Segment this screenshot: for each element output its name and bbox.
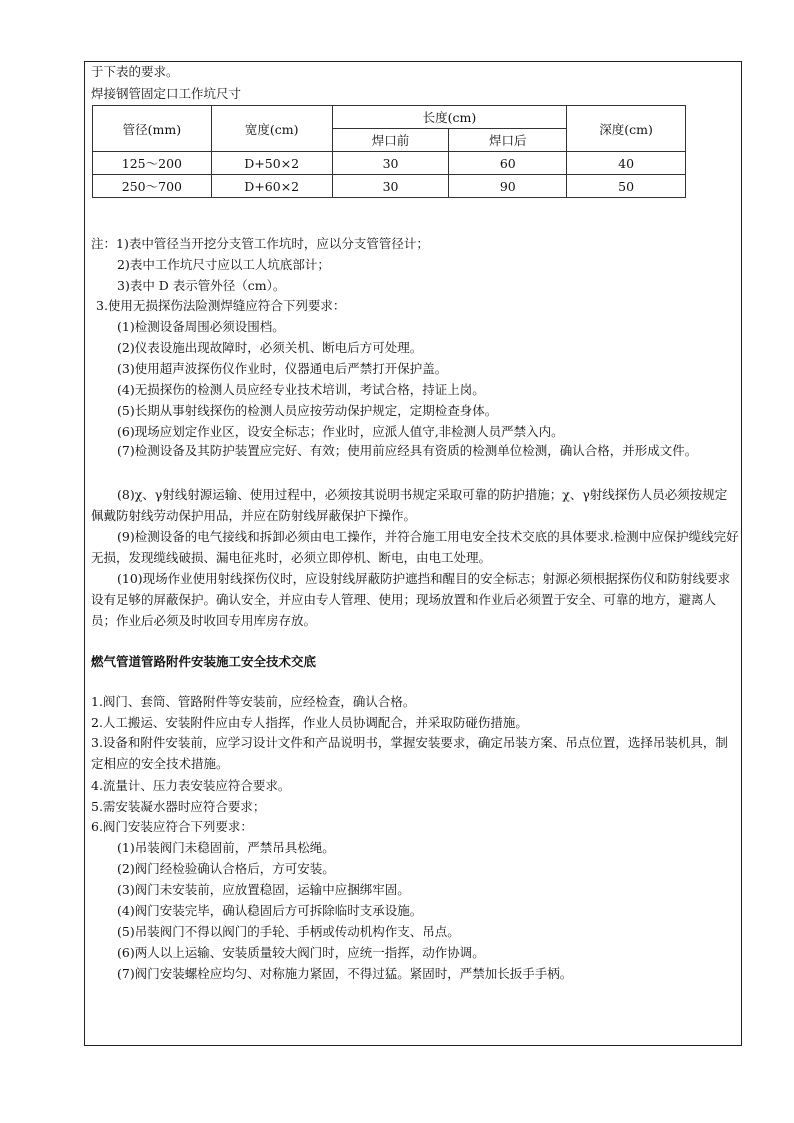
cell-width: D+60×2: [211, 175, 332, 198]
paragraph-9: (9)检测设备的电气接线和拆卸必须由电工操作，并符合施工用电安全技术交底的具体要求.检测中应保护缆线完好无损，发现缆线破损、漏电征兆时，必须立即停机、断电，由电工处理。: [91, 529, 739, 565]
header-length: 长度(cm): [332, 106, 567, 129]
table-title: 焊接钢管固定口工作坑尺寸: [91, 86, 242, 101]
list-item: (3)使用超声波探伤仪作业时，仪器通电后严禁打开保护盖。: [117, 361, 448, 376]
paragraph-8: (8)χ、γ射线射源运输、使用过程中，必须按其说明书规定采取可靠的防护措施；χ、γ射线探伤人员必须按规定佩戴防射线劳动保护用品，并应在防射线屏蔽保护下操作。: [91, 487, 728, 523]
list-item: (4)阀门安装完毕，确认稳固后方可拆除临时支承设施。: [117, 903, 423, 918]
paragraph-7: (7)检测设备及其防护装置应完好、有效；使用前应经具有资质的检测单位检测，确认合格，并形成文件。: [117, 443, 698, 458]
list-item: (1)检测设备周围必须设围档。: [117, 319, 285, 334]
list-item: 4.流量计、压力表安装应符合要求。: [91, 778, 291, 793]
note-1: 注：1)表中管径当开挖分支管工作坑时，应以分支管管径计；: [91, 236, 429, 251]
list-item: (1)吊装阀门未稳固前，严禁吊具松绳。: [117, 840, 335, 855]
table-row: [93, 152, 686, 175]
note-3: 3)表中 D 表示管外径（cm）。: [117, 278, 286, 293]
cell-diameter: 250～700: [93, 175, 212, 198]
list-item: 1.阀门、套筒、管路附件等安装前，应经检查，确认合格。: [91, 694, 416, 709]
header-depth: 深度(cm): [567, 106, 686, 152]
paragraph-10: (10)现场作业使用射线探伤仪时，应设射线屏蔽防护遮挡和醒目的安全标志；射源必须根据探伤仪和防射线要求设有足够的屏蔽保护。确认安全，并应由专人管理、使用；现场放置和作业后必须置于安全、可靠的地方，避离人员；作业后必须及时收回专用库房存放。: [91, 571, 731, 628]
note-section-3: 3.使用无损探伤法险测焊缝应符合下列要求：: [96, 298, 346, 313]
header-after-weld: 焊口后: [449, 129, 567, 152]
list-item: (7)阀门安装螺栓应均匀、对称施力紧固，不得过猛。紧固时，严禁加长扳手手柄。: [117, 966, 573, 981]
cell-width: D+50×2: [211, 152, 332, 175]
cell-before: 30: [332, 152, 449, 175]
list-item: (6)两人以上运输、安装质量较大阀门时，应统一指挥，动作协调。: [117, 945, 485, 960]
table-row: [93, 175, 686, 198]
dimensions-table: [92, 105, 686, 198]
list-item: 2.人工搬运、安装附件应由专人指挥，作业人员协调配合，并采取防碰伤措施。: [91, 715, 528, 730]
list-item: 5.需安装凝水器时应符合要求；: [91, 799, 266, 814]
header-before-weld: 焊口前: [332, 129, 449, 152]
list-item: (5)吊装阀门不得以阀门的手轮、手柄或传动机构作支、吊点。: [117, 924, 460, 939]
list-item: (2)阀门经检验确认合格后，方可安装。: [117, 861, 335, 876]
cell-depth: 50: [567, 175, 686, 198]
list-item: 6.阀门安装应符合下列要求：: [91, 819, 253, 834]
cell-before: 30: [332, 175, 449, 198]
list-item: (6)现场应划定作业区，设安全标志；作业时，应派人值守,非检测人员严禁入内。: [117, 424, 564, 439]
cell-after: 90: [449, 175, 567, 198]
cell-after: 60: [449, 152, 567, 175]
list-item: (3)阀门未安装前，应放置稳固，运输中应捆绑牢固。: [117, 882, 410, 897]
header-width: 宽度(cm): [211, 106, 332, 152]
list-item: (4)无损探伤的检测人员应经专业技术培训，考试合格，持证上岗。: [117, 382, 485, 397]
list-item: 3.设备和附件安装前，应学习设计文件和产品说明书，掌握安装要求，确定吊装方案、吊点位置，选择吊装机具，制定相应的安全技术措施。: [91, 735, 728, 771]
intro-line: 于下表的要求。: [91, 64, 179, 79]
cell-depth: 40: [567, 152, 686, 175]
header-diameter: 管径(mm): [93, 106, 212, 152]
cell-diameter: 125～200: [93, 152, 212, 175]
note-2: 2)表中工作坑尺寸应以工人坑底部计；: [117, 257, 330, 272]
list-item: (2)仪表设施出现故障时，必须关机、断电后方可处理。: [117, 340, 423, 355]
section-heading: 燃气管道管路附件安装施工安全技术交底: [91, 654, 317, 669]
list-item: (5)长期从事射线探伤的检测人员应按劳动保护规定，定期检查身体。: [117, 403, 498, 418]
